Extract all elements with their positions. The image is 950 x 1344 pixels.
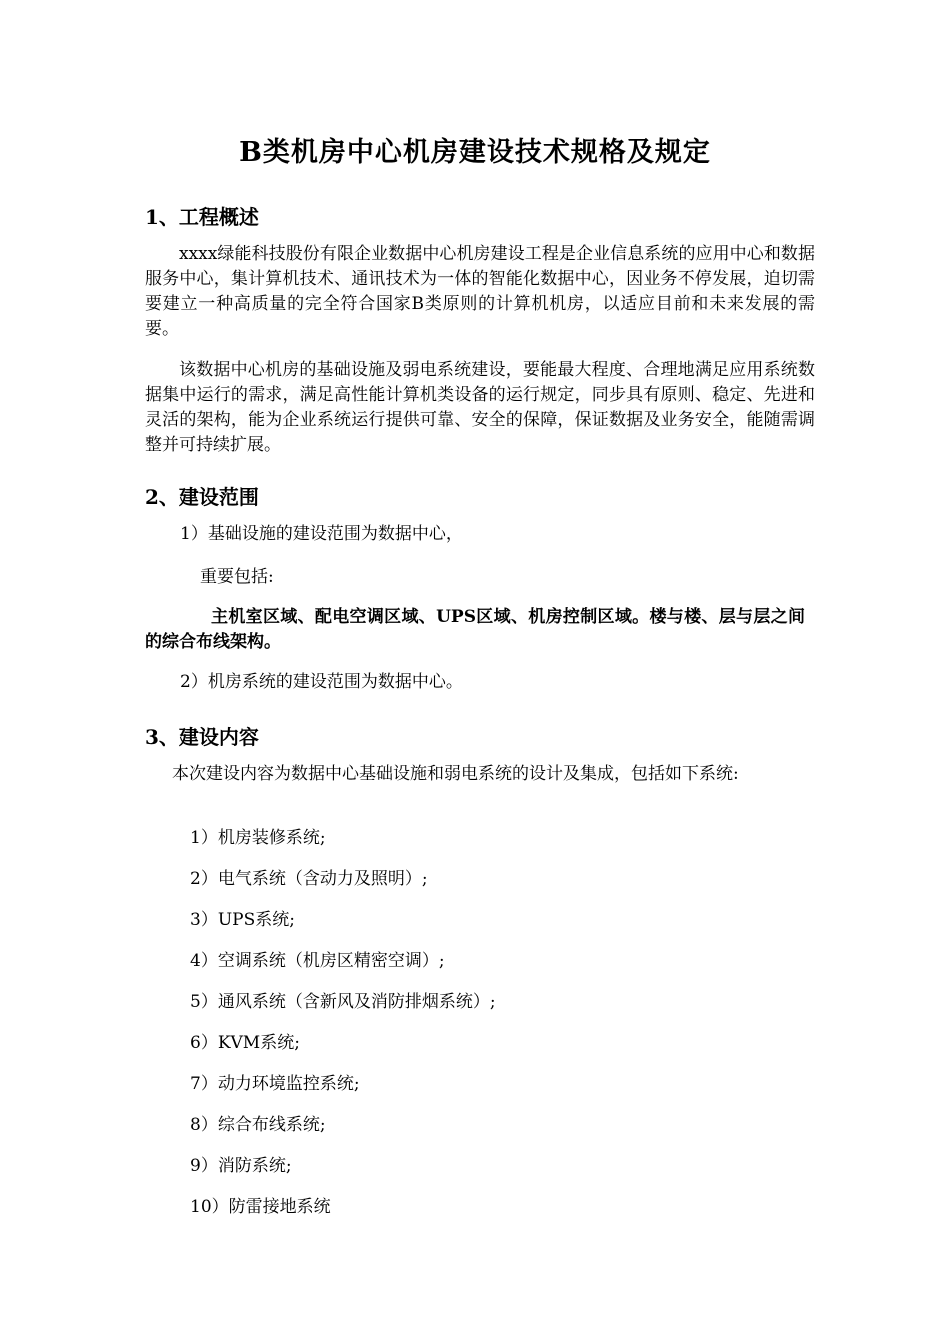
section-3-intro: 本次建设内容为数据中心基础设施和弱电系统的设计及集成，包括如下系统:	[172, 764, 739, 784]
section-2-item-1-detail: 主机室区域、配电空调区域、UPS区域、机房控制区域。楼与楼、层与层之间的综合布线架构。	[145, 607, 805, 652]
list-item: 5）通风系统（含新风及消防排烟系统）;	[190, 992, 496, 1012]
list-item: 9）消防系统;	[190, 1156, 292, 1176]
document-title: B类机房中心机房建设技术规格及规定	[239, 137, 711, 168]
section-1-paragraph-2: 该数据中心机房的基础设施及弱电系统建设，要能最大程度、合理地满足应用系统数据集中运行的需求，满足高性能计算机类设备的运行规定，同步具有原则、稳定、先进和灵活的架构，能为企业系统运行提供可靠、安全的保障，保证数据及业务安全，能随需调整并可持续扩展。	[145, 360, 815, 455]
list-item: 2）电气系统（含动力及照明）;	[190, 869, 428, 889]
section-3-heading: 3、建设内容	[145, 725, 259, 749]
section-2-item-1: 1）基础设施的建设范围为数据中心，	[180, 524, 463, 544]
list-item: 6）KVM系统;	[190, 1033, 300, 1053]
list-item: 3）UPS系统;	[190, 910, 295, 930]
list-item: 8）综合布线系统;	[190, 1115, 326, 1135]
section-1-heading: 1、工程概述	[145, 205, 259, 229]
list-item: 7）动力环境监控系统;	[190, 1074, 360, 1094]
list-item: 4）空调系统（机房区精密空调）;	[190, 951, 445, 971]
list-item: 10）防雷接地系统	[190, 1197, 331, 1217]
section-2-item-2: 2）机房系统的建设范围为数据中心。	[180, 672, 463, 692]
list-item: 1）机房装修系统;	[190, 828, 326, 848]
section-1-paragraph-1: xxxx绿能科技股份有限企业数据中心机房建设工程是企业信息系统的应用中心和数据服务中心，集计算机技术、通讯技术为一体的智能化数据中心，因业务不停发展，迫切需要建立一种高质量的完全符合国家B类原则的计算机机房，以适应目前和未来发展的需要。	[145, 244, 815, 339]
section-2-heading: 2、建设范围	[145, 485, 259, 509]
section-2-item-1-sub: 重要包括:	[200, 567, 274, 587]
